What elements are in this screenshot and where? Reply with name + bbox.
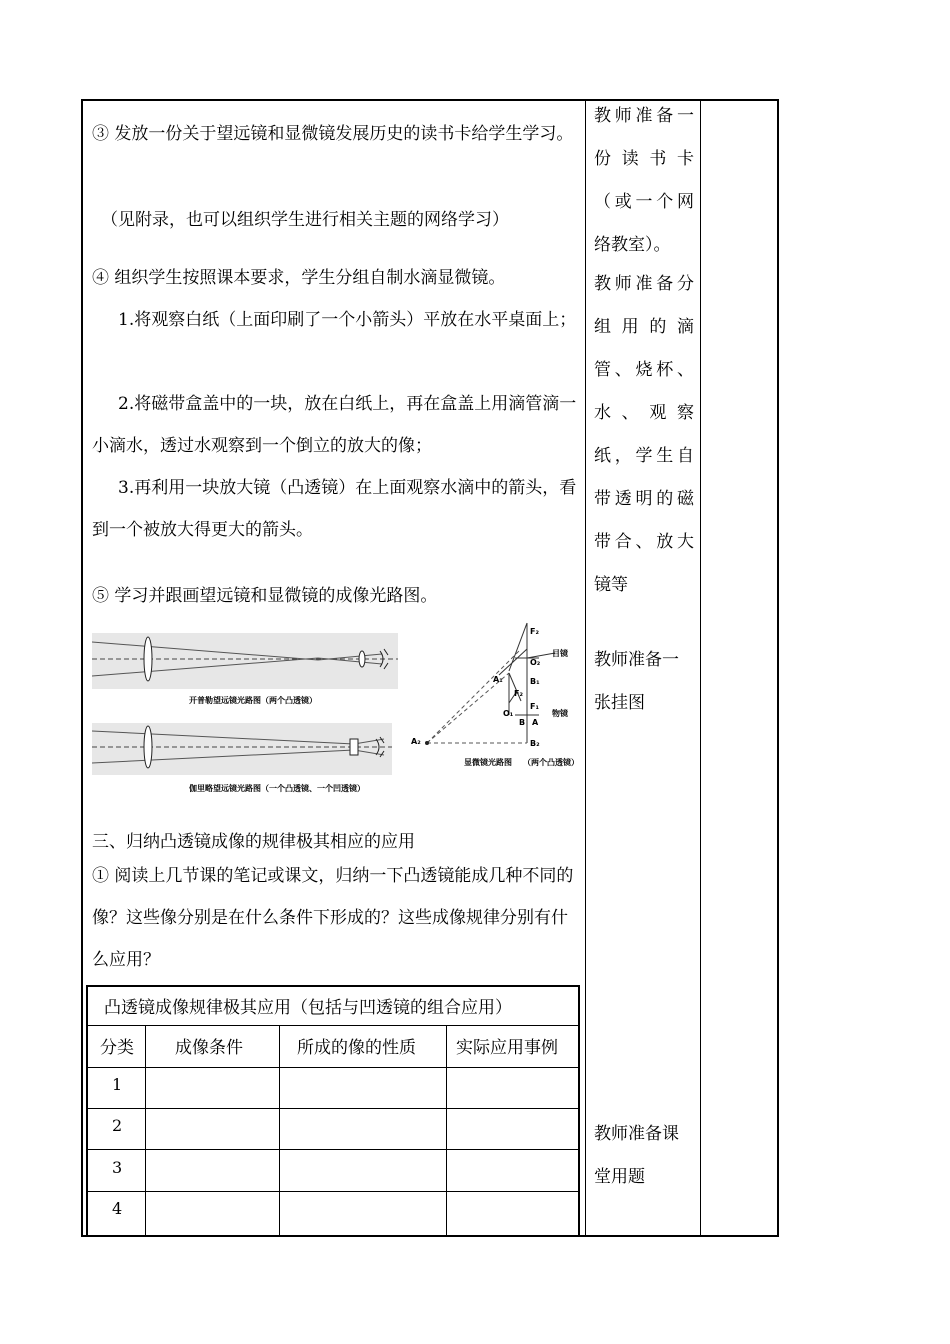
teacher-note-reading-card: 教师准备一份读书卡（或一个网络教室）。 [594,106,694,255]
table-row-number: 3 [112,1158,123,1177]
col-line [446,1025,447,1235]
col-line [145,1025,146,1235]
item-3: ③ 发放一份关于望远镜和显微镜发展历史的读书卡给学生学习。 [92,124,574,144]
imaging-rules-table [86,985,580,1237]
lesson-table [81,99,779,1237]
point-B1: B₁ [530,677,540,686]
header-condition: 成像条件 [175,1038,243,1058]
galileo-caption: 伽里略望远镜光路图（一个凸透镜、一个凹透镜） [189,784,365,793]
step-3: 3.再利用一块放大镜（凸透镜）在上面观察水滴中的箭头，看到一个被放大得更大的箭头。 [92,478,577,540]
col-line [279,1025,280,1235]
microscope-diagram [409,613,579,773]
item-5: ⑤ 学习并跟画望远镜和显微镜的成像光路图。 [92,586,438,606]
point-F2: F₂ [530,627,539,636]
eyepiece-label: 目镜 [552,649,568,658]
table-row-number: 4 [112,1199,123,1218]
objective-label: 物镜 [552,709,568,718]
item-3-note: （见附录，也可以组织学生进行相关主题的网络学习） [101,210,509,230]
column-divider [700,101,701,1235]
galileo-diagram [92,723,392,775]
step-2: 2.将磁带盒盖中的一块，放在白纸上，再在盒盖上用滴管滴一小滴水，透过水观察到一个倒立的放大的像； [92,394,577,456]
teacher-note-wall-chart: 教师准备一张挂图 [594,650,679,713]
step-1: 1.将观察白纸（上面印刷了一个小箭头）平放在水平桌面上； [118,310,577,330]
point-B: B [519,718,526,727]
point-O1: O₁ [503,709,514,718]
microscope-caption-2: （两个凸透镜） [523,758,579,767]
point-A: A [532,718,539,727]
table-title: 凸透镜成像规律极其应用（包括与凹透镜的组合应用） [104,998,512,1018]
row-line [88,1149,578,1150]
row-line [88,1191,578,1192]
point-F2b: F₂ [514,689,523,698]
row-line [88,1067,578,1068]
teacher-note-materials: 教师准备分组用的滴管、烧杯、水、观察纸，学生自带透明的磁带合、放大镜等 [594,274,694,595]
header-applications: 实际应用事例 [456,1038,558,1058]
table-row-number: 2 [112,1116,123,1135]
column-divider [585,101,586,1235]
section-3-heading: 三、归纳凸透镜成像的规律极其相应的应用 [92,832,415,852]
point-A2: A₂ [411,737,421,746]
table-row-number: 1 [112,1075,123,1094]
table-grid [88,1025,578,1235]
header-category: 分类 [100,1038,134,1058]
point-B2: B₂ [530,739,540,748]
point-A1: A₁ [493,675,503,684]
point-O2: O₂ [530,658,541,667]
microscope-caption: 显微镜光路图 [464,758,512,767]
kepler-diagram [92,633,398,689]
row-line [88,1108,578,1109]
kepler-caption: 开普勒望远镜光路图（两个凸透镜） [189,696,317,705]
point-F1: F₁ [530,702,539,711]
header-image-nature: 所成的像的性质 [297,1038,416,1058]
item-4: ④ 组织学生按照课本要求，学生分组自制水滴显微镜。 [92,268,506,288]
item-1: ① 阅读上几节课的笔记或课文，归纳一下凸透镜能成几种不同的像？这些像分别是在什么条件下形成的？这些成像规律分别有什么应用？ [92,866,574,970]
table-title-row [88,987,578,1026]
teacher-note-exercises: 教师准备课堂用题 [594,1124,679,1187]
